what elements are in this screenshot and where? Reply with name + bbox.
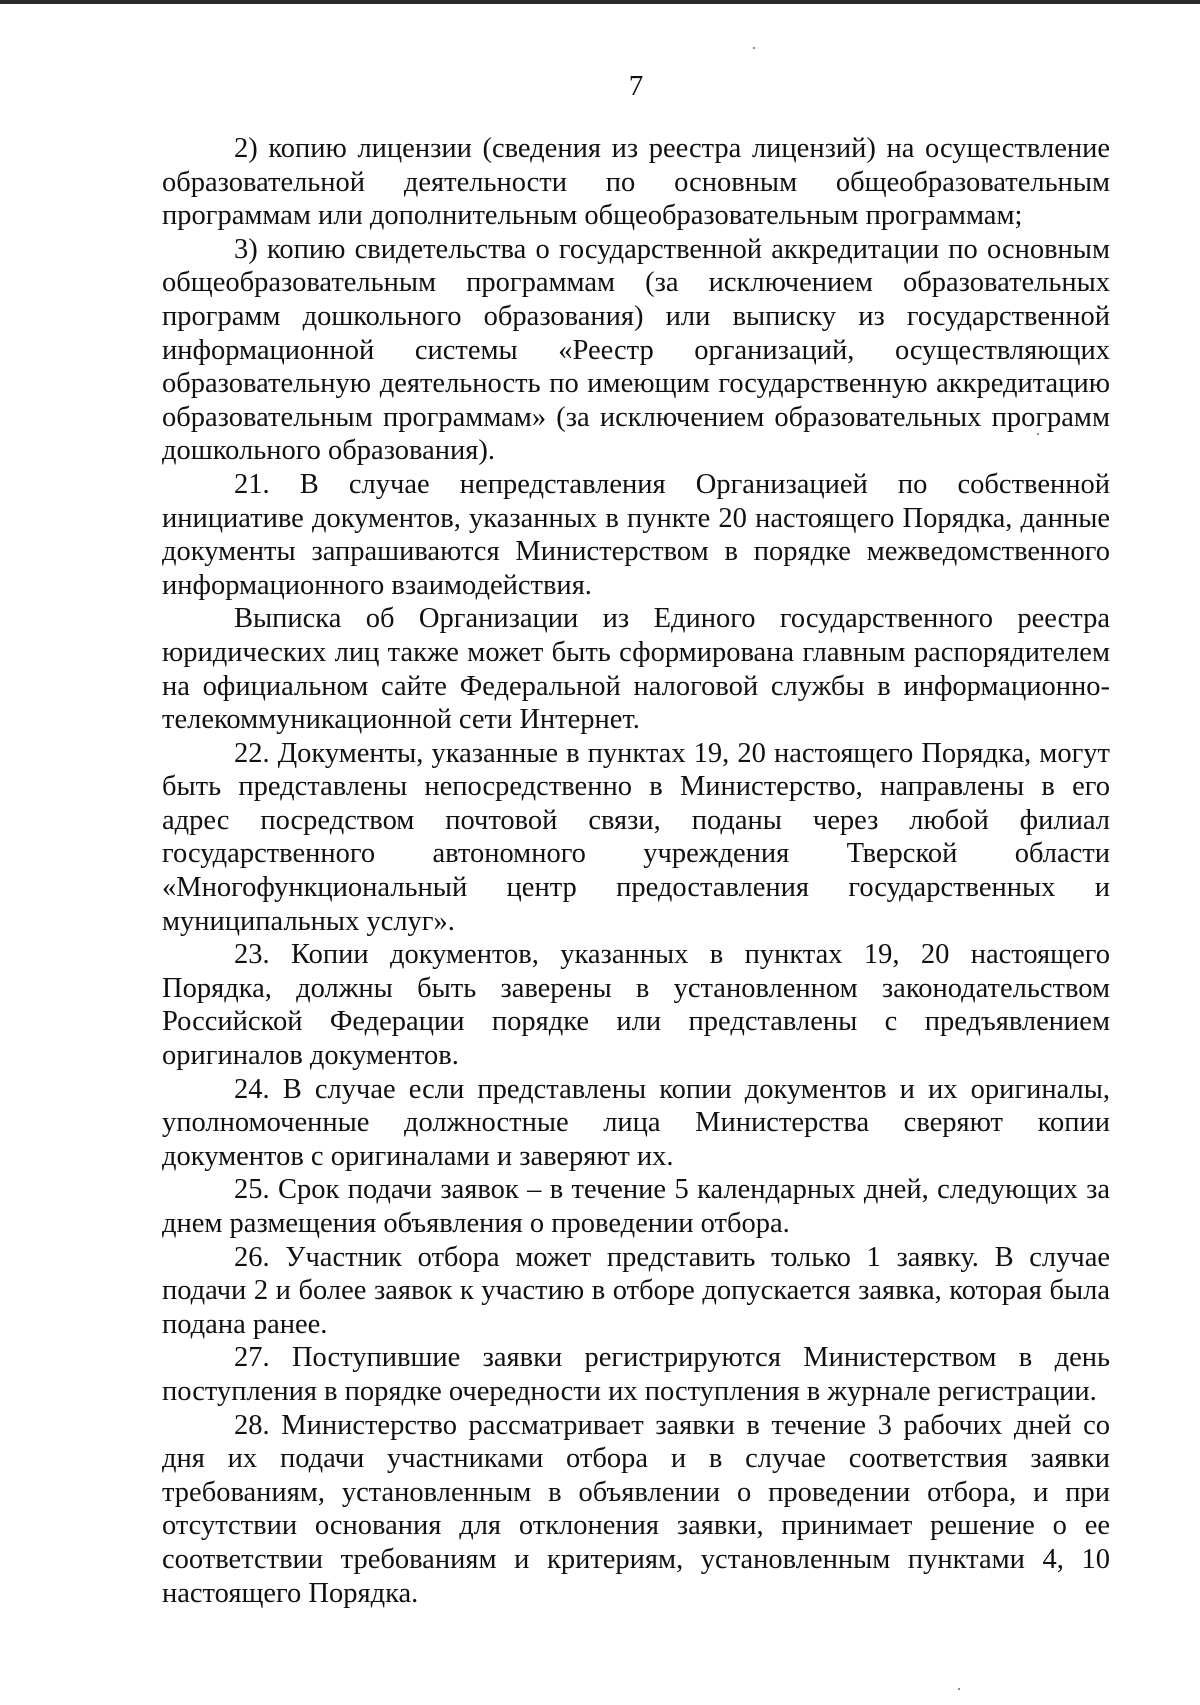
page-top-border xyxy=(0,0,1200,4)
scan-speck xyxy=(753,47,755,49)
paragraph-23: 23. Копии документов, указанных в пунктах 19, 20 настоящего Порядка, должны быть заверены в установленном законодательством Российской Федерации порядке или представлены с предъявлением оригиналов документов. xyxy=(162,939,1110,1072)
paragraph-25: 25. Срок подачи заявок – в течение 5 календарных дней, следующих за днем размещения объявления о проведении отбора. xyxy=(162,1174,1110,1239)
scan-speck xyxy=(958,1688,960,1690)
paragraph-24: 24. В случае если представлены копии документов и их оригиналы, уполномоченные должностные лица Министерства сверяют копии документов с оригиналами и заверяют их. xyxy=(162,1073,1110,1172)
paragraph-item-2: 2) копию лицензии (сведения из реестра лицензий) на осуществление образовательной деятельности по основным общеобразовательным программам или дополнительным общеобразовательным программам; xyxy=(162,133,1110,232)
paragraph-21: 21. В случае непредставления Организацией по собственной инициативе документов, указанных в пункте 20 настоящего Порядка, данные документы запрашиваются Министерством в порядке межведомственного информационного взаимодействия. xyxy=(162,468,1110,601)
paragraph-27: 27. Поступившие заявки регистрируются Министерством в день поступления в порядке очередности их поступления в журнале регистрации. xyxy=(162,1342,1110,1407)
page-number: 7 xyxy=(628,70,644,102)
paragraph-21-extract: Выписка об Организации из Единого государственного реестра юридических лиц также может быть сформирована главным распорядителем на официальном сайте Федеральной налоговой службы в информационно-телекоммуникационной сети Интернет. xyxy=(162,603,1110,736)
paragraph-26: 26. Участник отбора может представить только 1 заявку. В случае подачи 2 и более заявок к участию в отборе допускается заявка, которая была подана ранее. xyxy=(162,1241,1110,1340)
paragraph-28: 28. Министерство рассматривает заявки в течение 3 рабочих дней со дня их подачи участниками отбора и в случае соответствия заявки требованиям, установленным в объявлении о проведении отбора, и при отсутствии основания для отклонения заявки, принимает решение о ее соответствии требованиям и критериям, установленным пунктами 4, 10 настоящего Порядка. xyxy=(162,1409,1110,1609)
paragraph-item-3: 3) копию свидетельства о государственной аккредитации по основным общеобразовательным программам (за исключением образовательных программ дошкольного образования) или выписку из государственной информационной системы «Реестр организаций, осуществляющих образовательную деятельность по имеющим государственную аккредитацию образовательным программам» (за исключением образовательных программ дошкольного образования). xyxy=(162,233,1110,467)
paragraph-22: 22. Документы, указанные в пунктах 19, 20 настоящего Порядка, могут быть представлены непосредственно в Министерство, направлены в его адрес посредством почтовой связи, поданы через любой филиал государственного автономного учреждения Тверской области «Многофункциональный центр предоставления государственных и муниципальных услуг». xyxy=(162,737,1110,937)
document-body xyxy=(162,132,1110,1610)
scan-speck xyxy=(1037,433,1039,435)
